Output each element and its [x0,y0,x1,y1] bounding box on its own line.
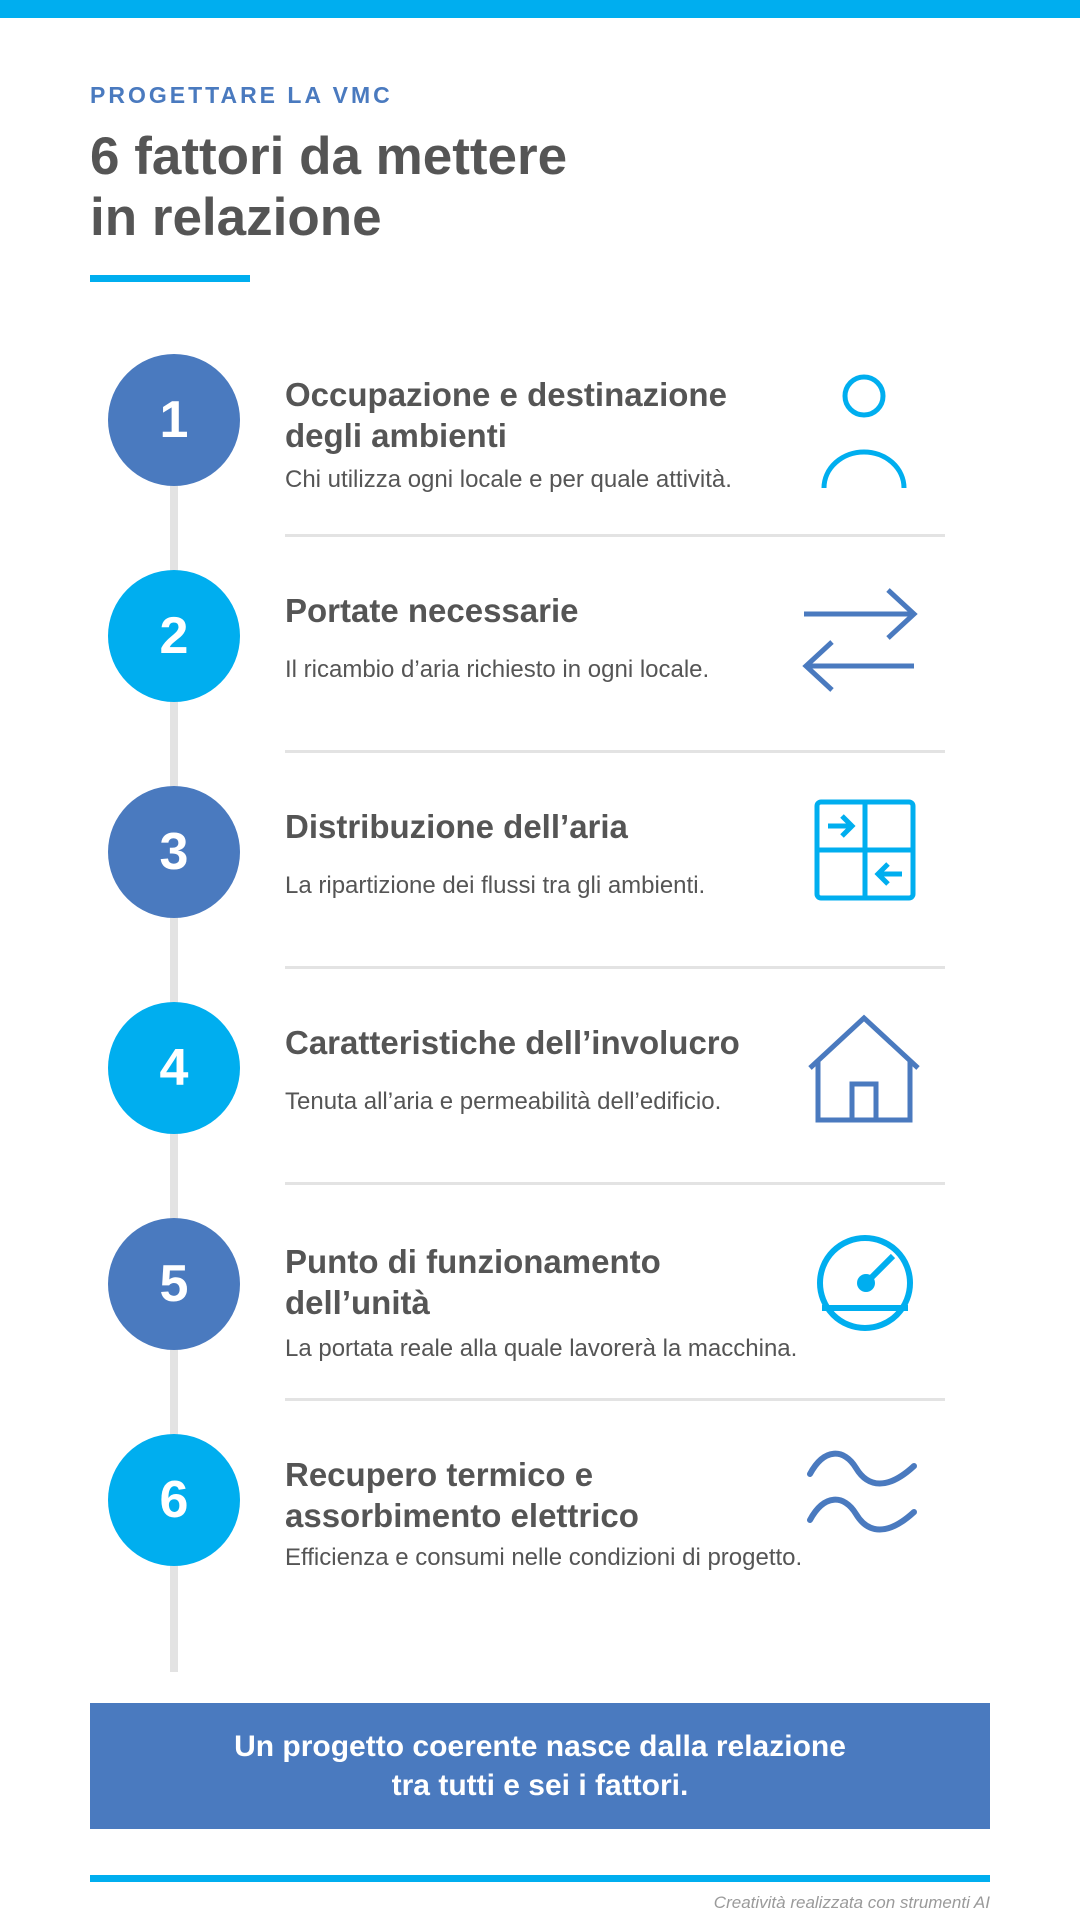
step-number-badge: 2 [108,570,240,702]
step-5 [0,1218,1080,1434]
step-title: Caratteristiche dell’involucro [285,1024,740,1061]
step-title: Portate necessarie [285,592,579,629]
step-number-badge: 4 [108,1002,240,1134]
step-divider [285,966,945,969]
page-title-line-1: 6 fattori da mettere [90,127,568,186]
exchange-arrows-icon [800,576,920,696]
airflow-grid-icon [800,794,920,914]
step-4 [0,1002,1080,1218]
step-description: La ripartizione dei flussi tra gli ambienti. [285,872,706,899]
gauge-icon [800,1231,920,1351]
step-divider [285,1182,945,1185]
step-1 [0,354,1080,570]
step-title: Punto di funzionamento dell’unità [285,1243,661,1321]
banner-line-1: Un progetto coerente nasce dalla relazione [234,1730,846,1763]
page-title-line-2: in relazione [90,188,382,247]
step-description: Efficienza e consumi nelle condizioni di progetto. [285,1544,803,1571]
banner-line-2: tra tutti e sei i fattori. [391,1769,689,1802]
step-6 [0,1434,1080,1650]
step-description: Chi utilizza ogni locale e per quale attività. [285,466,732,493]
waves-icon [800,1438,920,1558]
step-description: Il ricambio d’aria richiesto in ogni locale. [285,656,710,683]
person-icon [800,374,920,494]
step-3 [0,786,1080,1002]
top-accent-bar [0,0,1080,18]
ai-credit-note: Creatività realizzata con strumenti AI [713,1893,990,1912]
eyebrow-label: PROGETTARE LA VMC [90,82,393,108]
step-description: La portata reale alla quale lavorerà la macchina. [285,1335,798,1362]
step-number-badge: 3 [108,786,240,918]
step-number-badge: 1 [108,354,240,486]
step-description: Tenuta all’aria e permeabilità dell’edificio. [285,1088,722,1115]
step-title: Distribuzione dell’aria [285,808,628,845]
bottom-accent-line [90,1875,990,1882]
step-divider [285,534,945,537]
step-divider [285,750,945,753]
step-title: Recupero termico e assorbimento elettrico [285,1456,639,1534]
step-divider [285,1398,945,1401]
conclusion-banner [90,1703,990,1829]
page-title [90,126,790,248]
step-title: Occupazione e destinazione degli ambienti [285,376,727,454]
step-number-badge: 6 [108,1434,240,1566]
step-number-badge: 5 [108,1218,240,1350]
step-2 [0,570,1080,786]
title-underline [90,275,250,282]
house-icon [800,1014,920,1134]
